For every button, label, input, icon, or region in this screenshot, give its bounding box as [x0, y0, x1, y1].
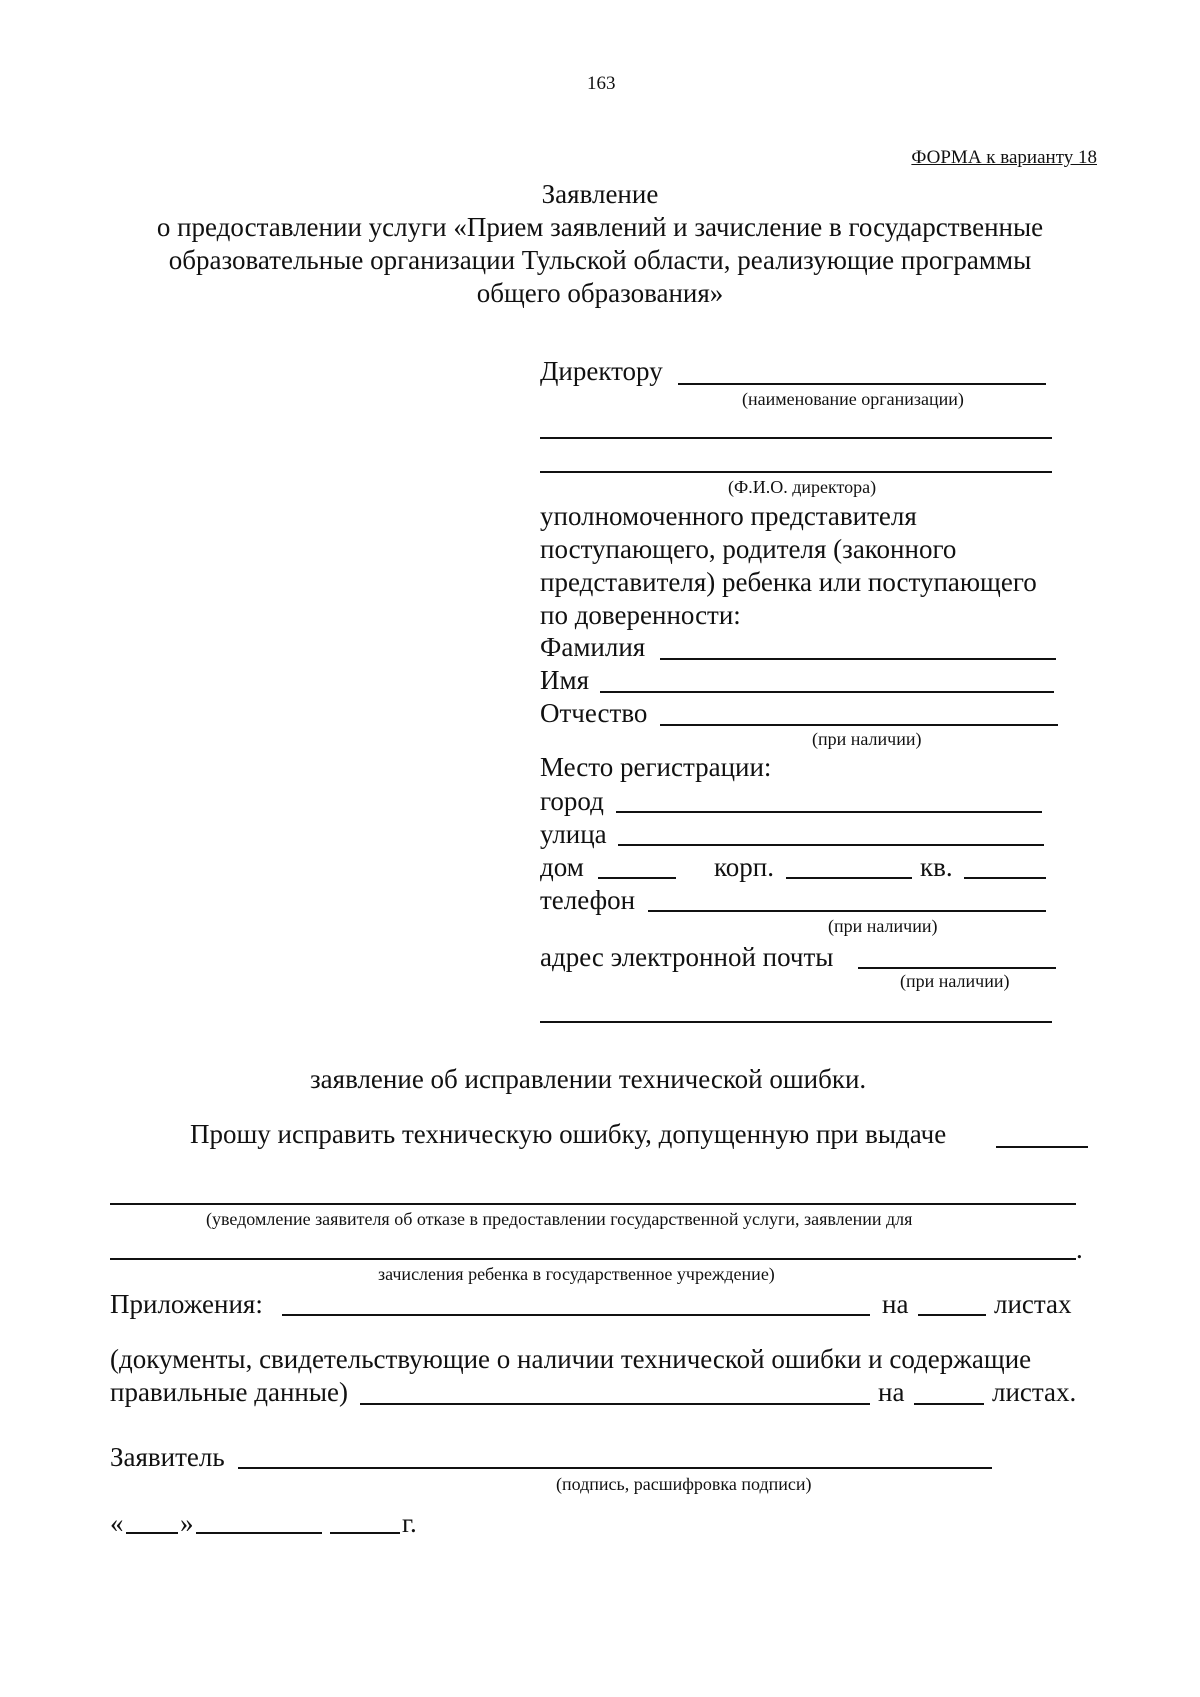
- issued-document-field[interactable]: [996, 1146, 1088, 1148]
- statement-heading: заявление об исправлении технической ошибки.: [310, 1064, 867, 1094]
- registration-label: Место регистрации:: [540, 752, 772, 782]
- title-line-1: Заявление: [541, 179, 659, 209]
- apartment-field[interactable]: [964, 877, 1046, 879]
- request-text: Прошу исправить техническую ошибку, допущенную при выдаче: [190, 1119, 947, 1149]
- representative-line-3: представителя) ребенка или поступающего: [540, 567, 1037, 597]
- date-close-quote: »: [180, 1508, 194, 1538]
- street-label: улица: [540, 819, 607, 849]
- applicant-signature-field[interactable]: [238, 1467, 992, 1469]
- patronymic-if-any-caption: (при наличии): [812, 729, 922, 749]
- attachments-sheets-label: листах: [994, 1289, 1072, 1319]
- building-field[interactable]: [786, 877, 912, 879]
- documents-field[interactable]: [360, 1403, 870, 1405]
- house-label: дом: [540, 852, 584, 882]
- issued-document-caption-2: зачисления ребенка в государственное учреждение): [378, 1264, 775, 1284]
- building-label: корп.: [714, 852, 774, 882]
- director-label: Директору: [540, 356, 663, 386]
- applicant-label: Заявитель: [110, 1442, 225, 1472]
- documents-sheets-label: листах.: [992, 1377, 1077, 1407]
- signature-caption: (подпись, расшифровка подписи): [556, 1474, 812, 1494]
- email-if-any-caption: (при наличии): [900, 971, 1010, 991]
- city-label: город: [540, 786, 604, 816]
- email-label: адрес электронной почты: [540, 942, 834, 972]
- period-mark: .: [1076, 1234, 1083, 1264]
- issued-document-field-line-2[interactable]: [110, 1203, 1076, 1205]
- date-open-quote: «: [110, 1508, 124, 1538]
- representative-line-2: поступающего, родителя (законного: [540, 534, 957, 564]
- director-fio-caption: (Ф.И.О. директора): [728, 477, 877, 497]
- name-label: Имя: [540, 665, 590, 695]
- house-field[interactable]: [598, 877, 676, 879]
- organization-caption: (наименование организации): [742, 389, 964, 409]
- director-field-line-2[interactable]: [540, 471, 1052, 473]
- representative-line-1: уполномоченного представителя: [540, 501, 917, 531]
- form-label: ФОРМА к варианту 18: [911, 147, 1097, 168]
- email-field-line-2[interactable]: [540, 1021, 1052, 1023]
- document-title: [100, 178, 1100, 310]
- date-year-suffix: г.: [402, 1508, 417, 1538]
- apartment-label: кв.: [920, 852, 953, 882]
- phone-if-any-caption: (при наличии): [828, 916, 938, 936]
- patronymic-field[interactable]: [660, 724, 1058, 726]
- documents-line-2-prefix: правильные данные): [110, 1377, 348, 1407]
- issued-document-caption-1: (уведомление заявителя об отказе в предоставлении государственной услуги, заявлении для: [206, 1209, 913, 1229]
- attachments-label: Приложения:: [110, 1289, 263, 1319]
- director-field-line-1[interactable]: [540, 437, 1052, 439]
- surname-label: Фамилия: [540, 632, 646, 662]
- title-line-2: о предоставлении услуги «Прием заявлений и зачисление в государственные: [156, 212, 1044, 242]
- surname-field[interactable]: [660, 658, 1056, 660]
- date-year-field[interactable]: [330, 1532, 400, 1534]
- documents-sheets-field[interactable]: [914, 1403, 984, 1405]
- date-day-field[interactable]: [126, 1532, 178, 1534]
- documents-on-label: на: [878, 1377, 905, 1407]
- street-field[interactable]: [618, 844, 1044, 846]
- documents-line-1: (документы, свидетельствующие о наличии технической ошибки и содержащие: [110, 1344, 1032, 1374]
- date-month-field[interactable]: [196, 1532, 322, 1534]
- attachments-sheets-field[interactable]: [918, 1314, 986, 1316]
- representative-line-4: по доверенности:: [540, 600, 741, 630]
- name-field[interactable]: [600, 691, 1054, 693]
- title-line-3: образовательные организации Тульской области, реализующие программы: [168, 245, 1032, 275]
- city-field[interactable]: [616, 811, 1042, 813]
- title-line-4: общего образования»: [476, 278, 724, 308]
- issued-document-field-line-3[interactable]: [110, 1258, 1076, 1260]
- email-field[interactable]: [858, 967, 1056, 969]
- attachments-field[interactable]: [282, 1314, 870, 1316]
- page-number: 163: [587, 73, 616, 94]
- phone-label: телефон: [540, 885, 636, 915]
- attachments-on-label: на: [882, 1289, 909, 1319]
- patronymic-label: Отчество: [540, 698, 648, 728]
- organization-field[interactable]: [678, 383, 1046, 385]
- phone-field[interactable]: [648, 910, 1046, 912]
